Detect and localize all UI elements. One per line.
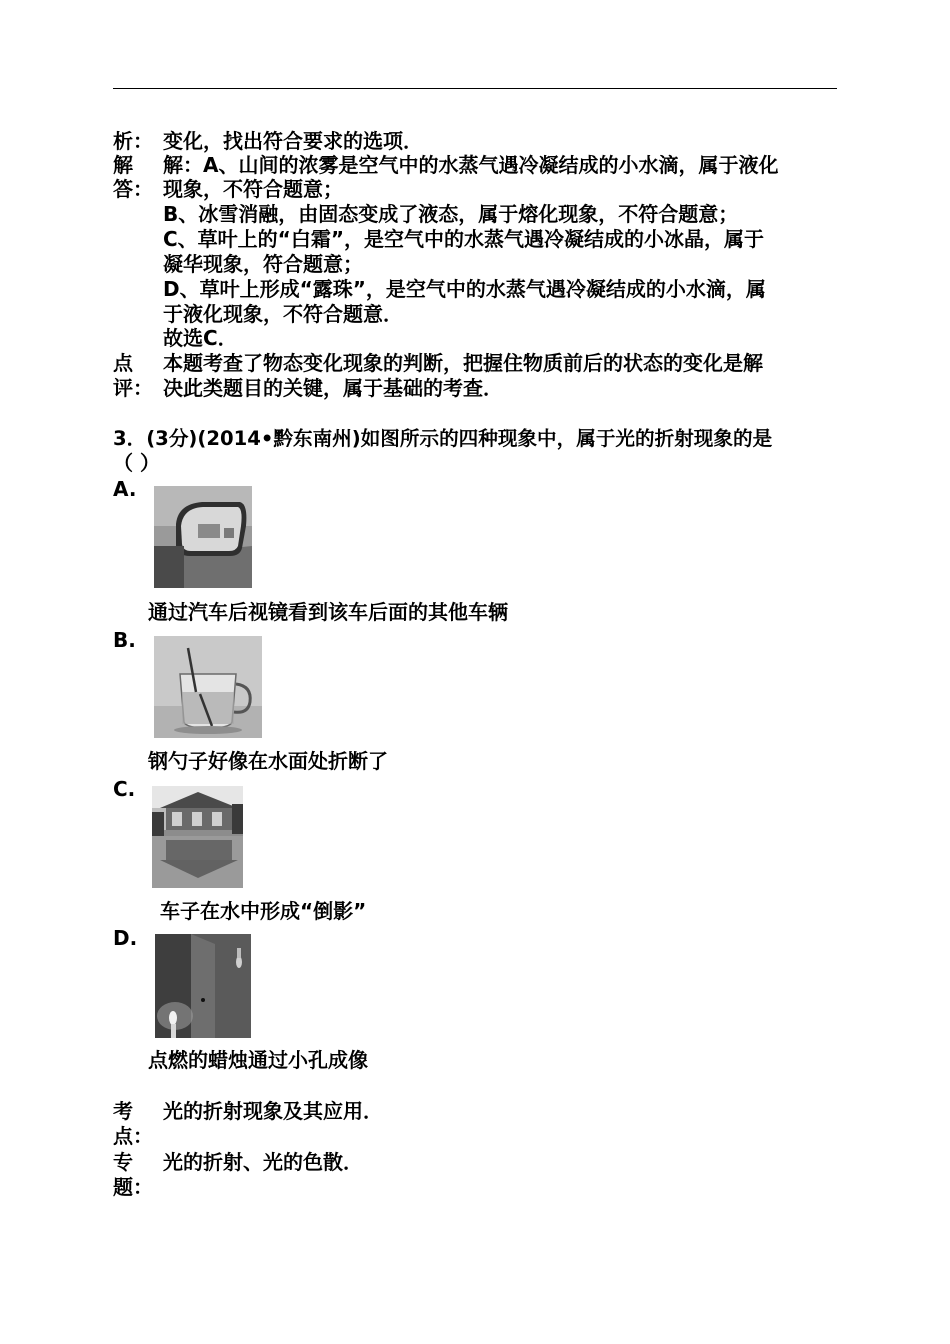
question-answer-blank: （ ）	[113, 451, 160, 475]
comment-line-2: 决此类题目的关键，属于基础的考查．	[163, 376, 503, 400]
topic-label-bottom: 题：	[113, 1175, 153, 1199]
spoon-in-glass-photo	[154, 636, 262, 738]
pinhole-candle-photo	[155, 934, 251, 1038]
analysis-text: 变化，找出符合要求的选项．	[163, 129, 423, 153]
solution-label-bottom: 答：	[113, 177, 153, 201]
car-mirror-photo	[154, 486, 252, 588]
knowledge-label-top: 考	[113, 1099, 133, 1123]
option-d-letter: D.	[113, 926, 138, 950]
option-b-letter: B.	[113, 628, 136, 652]
solution-line-8: 故选C．	[163, 326, 238, 350]
question-stem: 3．(3分)(2014•黔东南州)如图所示的四种现象中，属于光的折射现象的是	[113, 427, 773, 450]
knowledge-text: 光的折射现象及其应用．	[163, 1099, 383, 1123]
analysis-label: 析：	[113, 129, 153, 153]
solution-line-2: 现象，不符合题意；	[163, 177, 343, 201]
pavilion-reflection-photo	[152, 786, 243, 888]
solution-line-4: C、草叶上的“白霜”，是空气中的水蒸气遇冷凝结成的小冰晶，属于	[163, 227, 764, 251]
option-c-caption: 车子在水中形成“倒影”	[160, 899, 367, 923]
option-c-letter: C.	[113, 777, 136, 801]
option-a-caption: 通过汽车后视镜看到该车后面的其他车辆	[148, 600, 508, 624]
comment-line-1: 本题考查了物态变化现象的判断，把握住物质前后的状态的变化是解	[163, 351, 763, 375]
solution-line-5: 凝华现象，符合题意；	[163, 252, 363, 276]
comment-label-bottom: 评：	[113, 376, 153, 400]
solution-label-top: 解	[113, 153, 133, 177]
option-b-caption: 钢勺子好像在水面处折断了	[148, 749, 388, 773]
knowledge-label-bottom: 点：	[113, 1124, 153, 1148]
solution-line-1: 解：A、山间的浓雾是空气中的水蒸气遇冷凝结成的小水滴，属于液化	[163, 153, 779, 177]
solution-line-7: 于液化现象，不符合题意．	[163, 302, 403, 326]
topic-text: 光的折射、光的色散．	[163, 1150, 363, 1174]
header-rule	[113, 88, 837, 89]
solution-line-6: D、草叶上形成“露珠”，是空气中的水蒸气遇冷凝结成的小水滴，属	[163, 277, 766, 301]
option-a-letter: A.	[113, 477, 137, 501]
solution-line-3: B、冰雪消融，由固态变成了液态，属于熔化现象，不符合题意；	[163, 202, 739, 226]
option-d-caption: 点燃的蜡烛通过小孔成像	[148, 1048, 368, 1072]
topic-label-top: 专	[113, 1150, 133, 1174]
comment-label-top: 点	[113, 351, 133, 375]
